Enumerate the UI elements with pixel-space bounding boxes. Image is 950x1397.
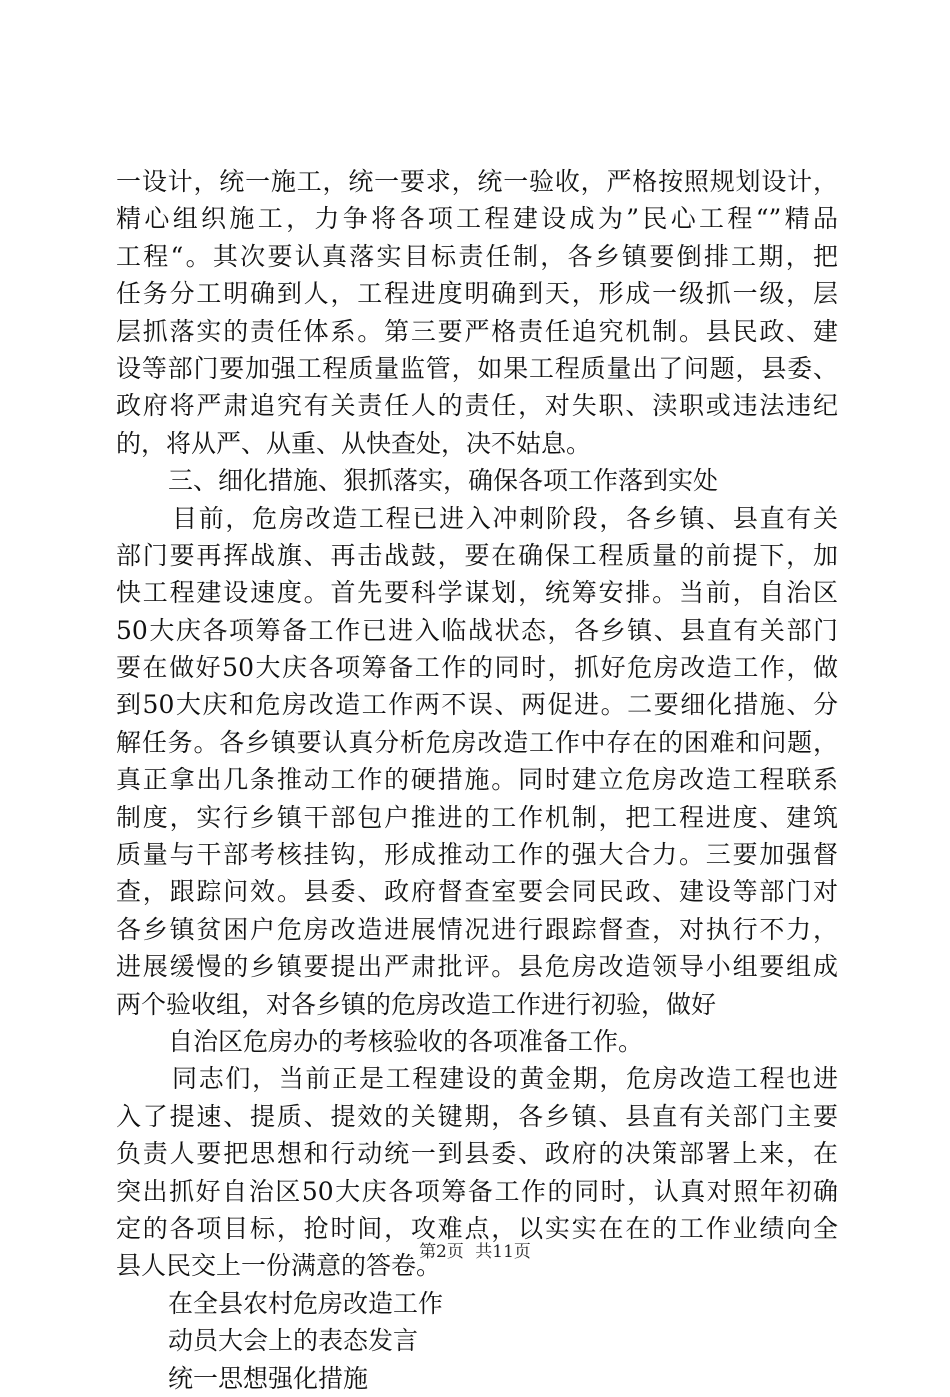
document-body xyxy=(116,163,838,1397)
text-line: 真正拿出几条推动工作的硬措施。同时建立危房改造工程联系 xyxy=(116,765,838,795)
text-line: 快工程建设速度。首先要科学谋划，统筹安排。当前，自治区 xyxy=(116,578,838,608)
text-line: 进展缓慢的乡镇要提出严肃批评。县危房改造领导小组要组成 xyxy=(116,952,838,982)
text-line: 入了提速、提质、提效的关键期，各乡镇、县直有关部门主要 xyxy=(116,1101,838,1131)
text-line: 查，跟踪问效。县委、政府督查室要会同民政、建设等部门对 xyxy=(116,877,838,907)
text-line: 同志们，当前正是工程建设的黄金期，危房改造工程也进 xyxy=(172,1064,838,1094)
section-heading: 三、细化措施、狠抓落实，确保各项工作落到实处 xyxy=(168,466,719,496)
text-line: 统一思想强化措施 xyxy=(168,1363,369,1393)
text-line: 精心组织施工，力争将各项工程建设成为”民心工程“”精品 xyxy=(116,204,838,234)
text-line: 县人民交上一份满意的答卷。 xyxy=(116,1251,442,1281)
text-line: 的，将从严、从重、从快查处，决不姑息。 xyxy=(116,428,592,458)
text-line: 目前，危房改造工程已进入冲刺阶段，各乡镇、县直有关 xyxy=(172,503,838,533)
text-line: 到50大庆和危房改造工作两不误、两促进。二要细化措施、分 xyxy=(116,690,838,720)
text-line: 制度，实行乡镇干部包户推进的工作机制，把工程进度、建筑 xyxy=(116,802,838,832)
page-footer xyxy=(0,1240,950,1264)
text-line: 部门要再挥战旗、再击战鼓，要在确保工程质量的前提下，加 xyxy=(116,540,838,570)
text-line: 质量与干部考核挂钩，形成推动工作的强大合力。三要加强督 xyxy=(116,840,838,870)
text-line: 自治区危房办的考核验收的各项准备工作。 xyxy=(168,1026,644,1056)
text-line: 任务分工明确到人，工程进度明确到天，形成一级抓一级，层 xyxy=(116,279,838,309)
text-line: 两个验收组，对各乡镇的危房改造工作进行初验，做好 xyxy=(116,989,717,1019)
text-line: 一设计，统一施工，统一要求，统一验收，严格按照规划设计， xyxy=(116,167,838,196)
page-number: 第2页 xyxy=(419,1242,464,1262)
text-line: 设等部门要加强工程质量监管，如果工程质量出了问题，县委、 xyxy=(116,353,838,383)
text-line: 负责人要把思想和行动统一到县委、政府的决策部署上来，在 xyxy=(116,1139,838,1169)
text-line: 50大庆各项筹备工作已进入临战状态，各乡镇、县直有关部门 xyxy=(116,615,838,645)
page-total: 共11页 xyxy=(475,1242,531,1262)
text-line: 解任务。各乡镇要认真分析危房改造工作中存在的困难和问题， xyxy=(116,727,838,757)
text-line: 定的各项目标，抢时间，攻难点，以实实在在的工作业绩向全 xyxy=(116,1213,838,1243)
text-line: 在全县农村危房改造工作 xyxy=(168,1288,444,1318)
text-line: 工程“。其次要认真落实目标责任制，各乡镇要倒排工期，把 xyxy=(116,241,838,271)
text-line: 各乡镇贫困户危房改造进展情况进行跟踪督查，对执行不力， xyxy=(116,914,838,944)
text-line: 要在做好50大庆各项筹备工作的同时，抓好危房改造工作，做 xyxy=(116,653,838,683)
text-line: 动员大会上的表态发言 xyxy=(168,1326,419,1356)
text-line: 突出抓好自治区50大庆各项筹备工作的同时，认真对照年初确 xyxy=(116,1176,838,1206)
text-line: 政府将严肃追究有关责任人的责任，对失职、渎职或违法违纪 xyxy=(116,391,838,421)
text-line: 层抓落实的责任体系。第三要严格责任追究机制。县民政、建 xyxy=(116,316,838,346)
